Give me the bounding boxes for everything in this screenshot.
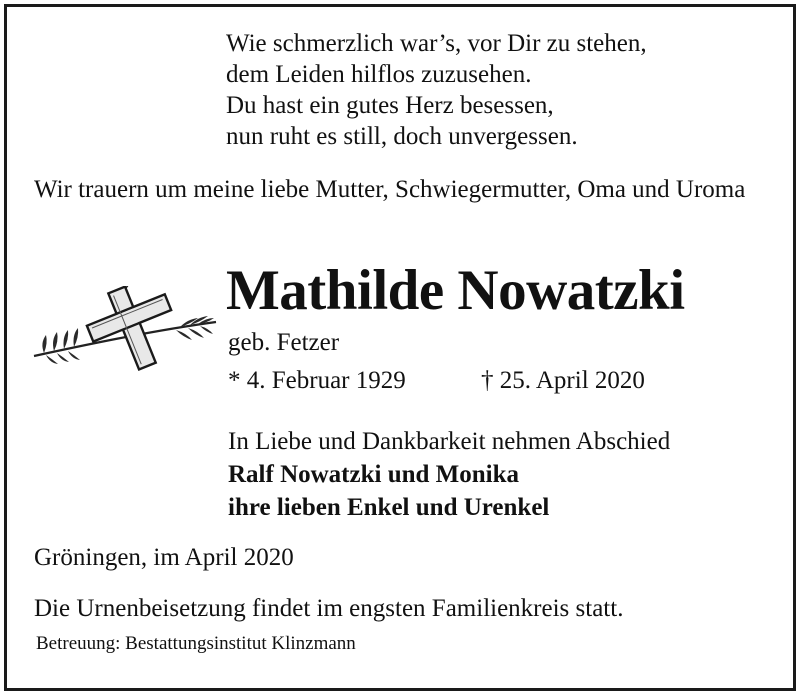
mourner-names: Ralf Nowatzki und Monika <box>228 461 520 488</box>
deceased-name: Mathilde Nowatzki <box>226 259 685 322</box>
poem-line: dem Leiden hilflos zuzusehen. <box>226 61 532 88</box>
funeral-home-credit: Betreuung: Bestattungsinstitut Klinzmann <box>36 633 356 654</box>
poem-line: Du hast ein gutes Herz besessen, <box>226 92 554 119</box>
poem <box>226 28 647 152</box>
maiden-name: geb. Fetzer <box>228 329 340 356</box>
cross-with-palm-branch-icon <box>30 286 220 376</box>
farewell-block <box>228 425 670 524</box>
poem-line: nun ruht es still, doch unvergessen. <box>226 123 578 150</box>
place-and-date: Gröningen, im April 2020 <box>34 544 294 571</box>
life-dates <box>228 365 645 396</box>
birth-date: * 4. Februar 1929 <box>228 367 406 394</box>
poem-line: Wie schmerzlich war’s, vor Dir zu stehen, <box>226 30 647 57</box>
mourning-intro: Wir trauern um meine liebe Mutter, Schwiegermutter, Oma und Uroma <box>34 176 746 203</box>
urn-burial-notice: Die Urnenbeisetzung findet im engsten Familienkreis statt. <box>34 595 624 622</box>
farewell-intro: In Liebe und Dankbarkeit nehmen Abschied <box>228 428 671 455</box>
mourner-grandchildren: ihre lieben Enkel und Urenkel <box>228 494 550 521</box>
death-date: † 25. April 2020 <box>481 367 645 394</box>
